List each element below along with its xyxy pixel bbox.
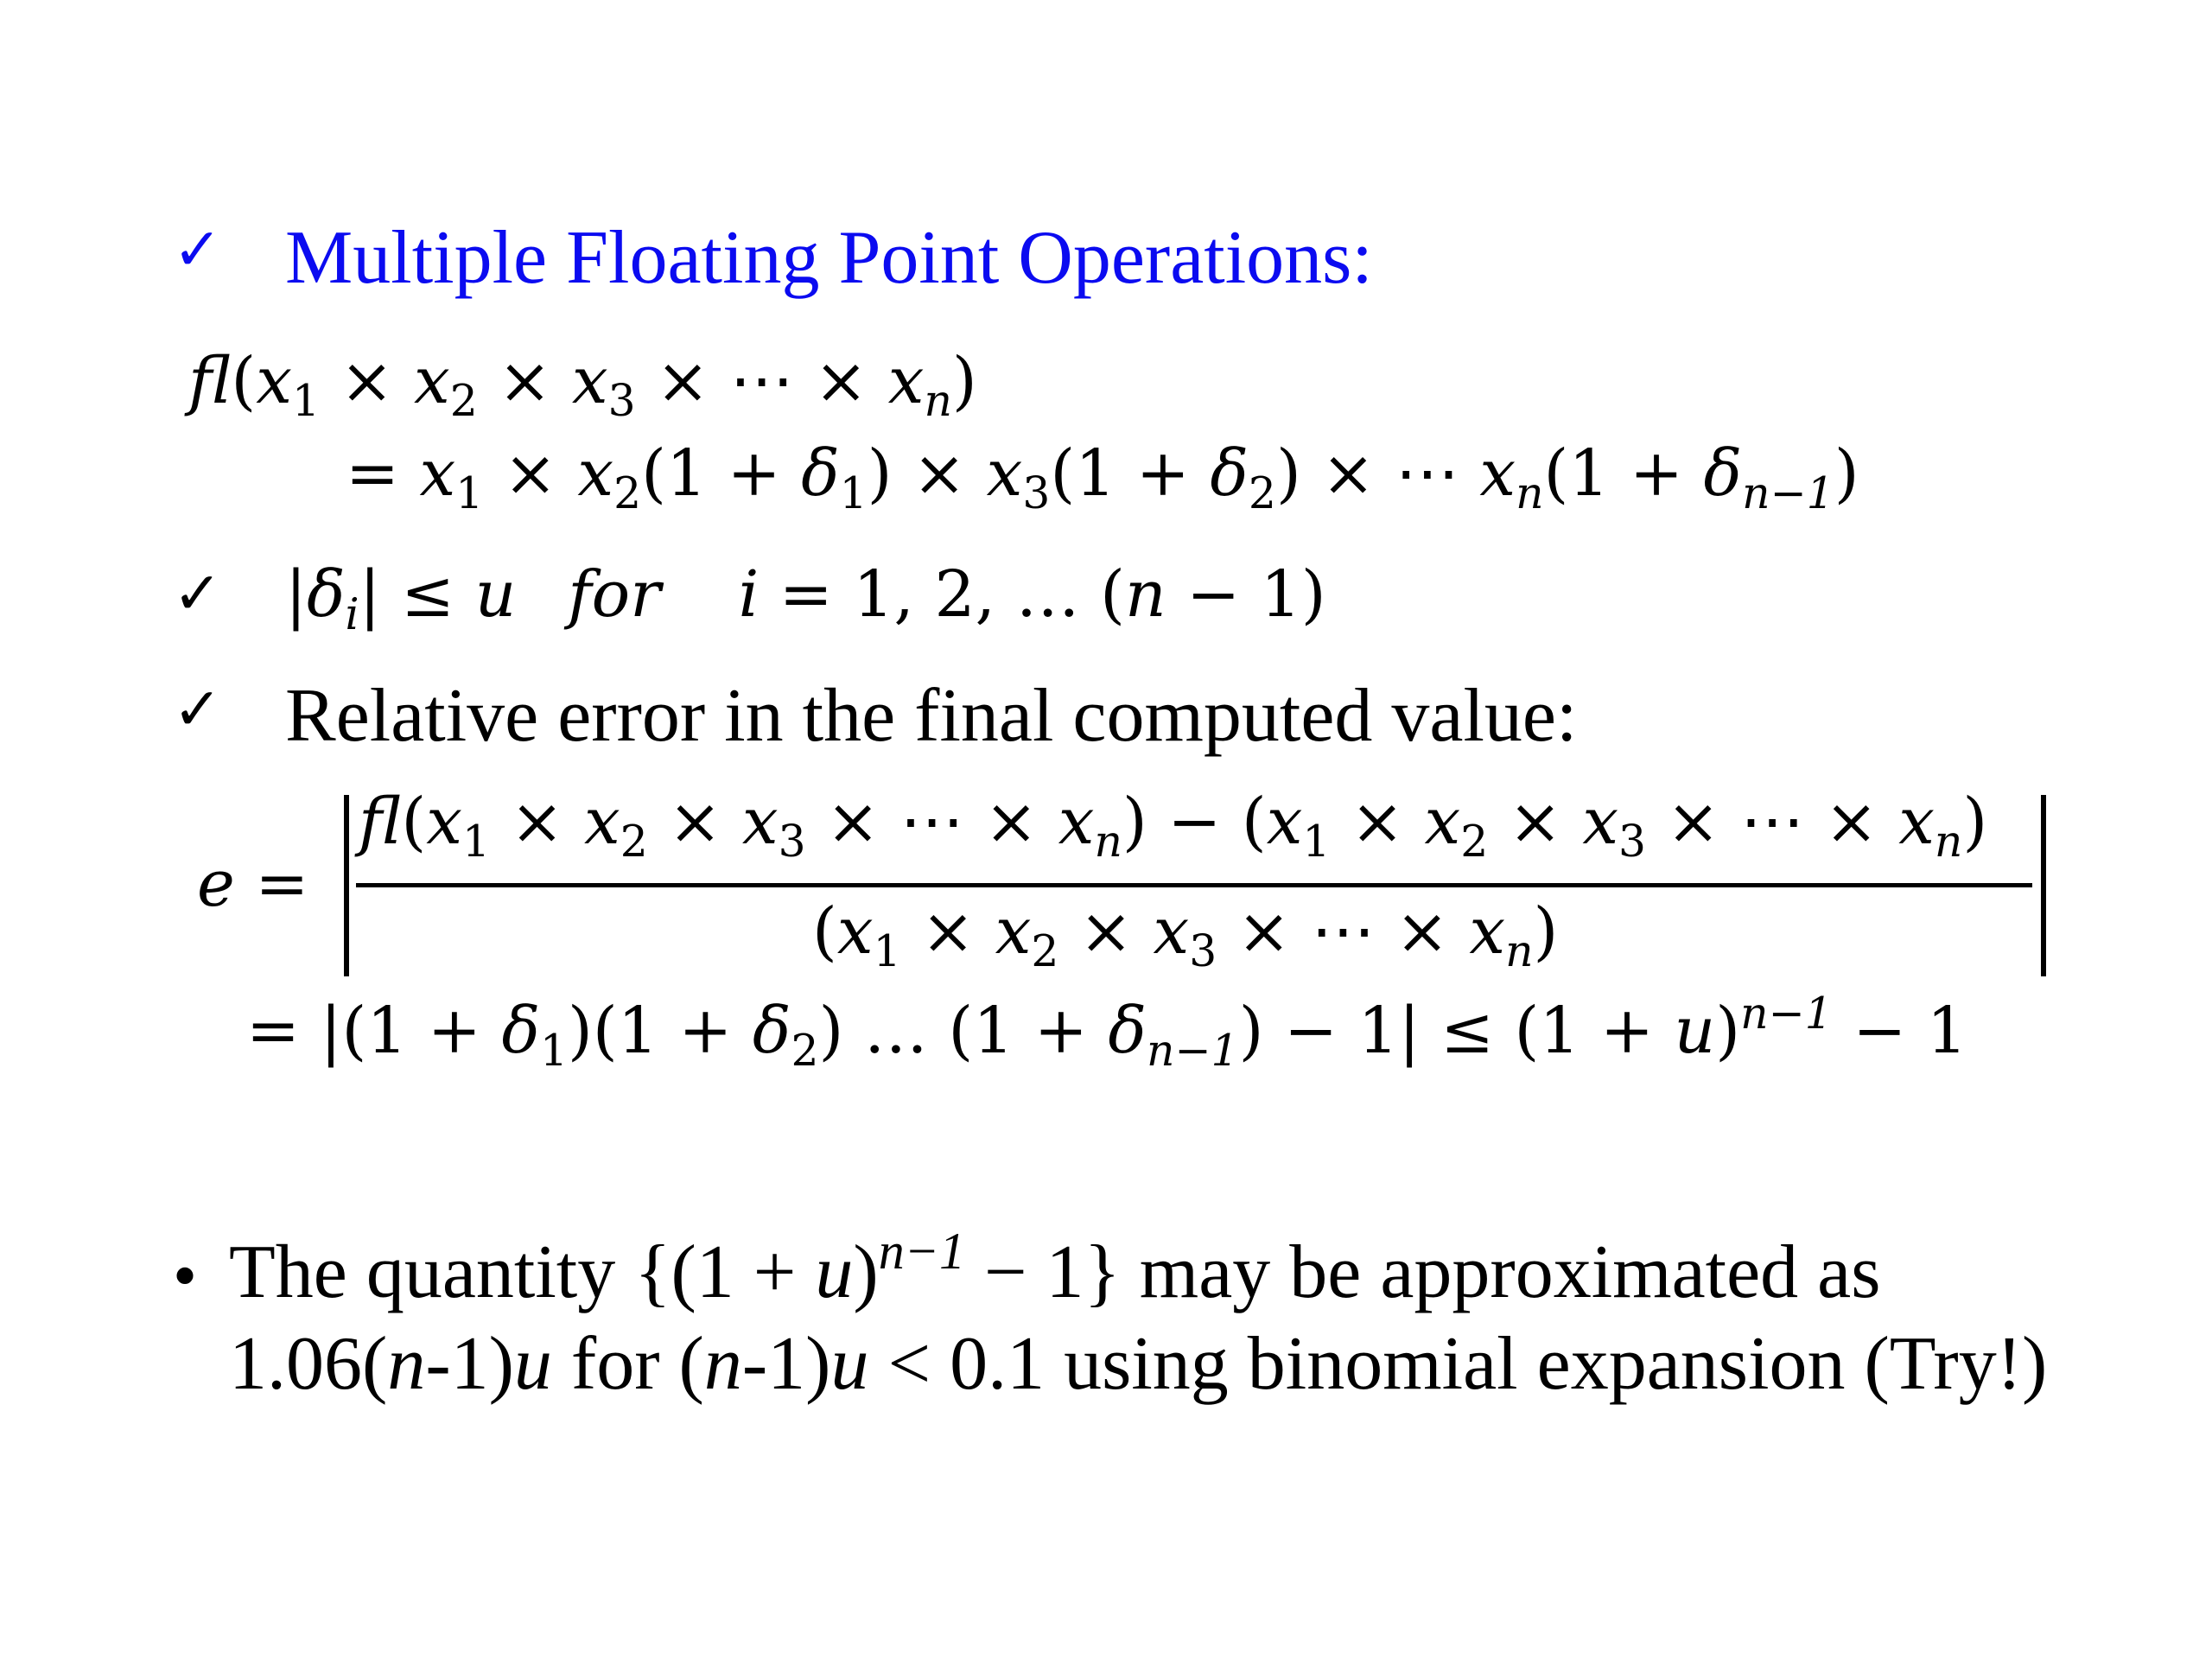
- bullet-text-line-1: The quantity $\{(1 + u)^{n-1} - 1\}$ may be approximated as: [229, 1223, 1881, 1314]
- fraction-numerator: $fl(x_1 \times x_2 \times x_3$ × ⋯ × $x_n) - (x_1 \times x_2 \times x_3$ × ⋯ × $x_n$): [359, 785, 1988, 868]
- equation-fl-product: $fl(x_1 \times x_2 \times x_3$ × ⋯ × $x_n$): [188, 344, 977, 427]
- error-symbol: e =: [197, 847, 309, 921]
- relative-error-label: Relative error in the final computed value:: [285, 674, 1578, 758]
- abs-bar-left: [344, 795, 349, 976]
- delta-bound-condition: $|\delta_i| \le u$ for i = 1, 2, … (n − 1): [285, 557, 1326, 640]
- section-heading: Multiple Floating Point Operations:: [285, 216, 1373, 300]
- equation-fl-expansion: = $x_1 \times x_2(1 + \delta_1) \times x_3(1 + \delta_2)$ × ⋯ $x_n(1 + \delta_{n-1})$: [346, 436, 1859, 519]
- bullet-text-line-2: 1.06(n-1)u for (n-1)u < 0.1 using binomial expansion (Try!): [229, 1322, 2048, 1406]
- check-icon: ✓: [173, 676, 222, 744]
- fraction-bar: [356, 883, 2032, 887]
- bullet-icon: •: [173, 1238, 198, 1314]
- check-icon: ✓: [173, 560, 222, 628]
- fraction-denominator: ($x_1 \times x_2 \times x_3$ × ⋯ × $x_n$): [812, 894, 1559, 977]
- check-icon: ✓: [173, 216, 222, 284]
- error-bound-equation: = $|(1 + \delta_1)(1 + \delta_2)$ … $(1 + \delta_{n-1}) - 1| \le (1 + u)^{n-1} - 1$: [246, 988, 1967, 1077]
- abs-bar-right: [2041, 795, 2046, 976]
